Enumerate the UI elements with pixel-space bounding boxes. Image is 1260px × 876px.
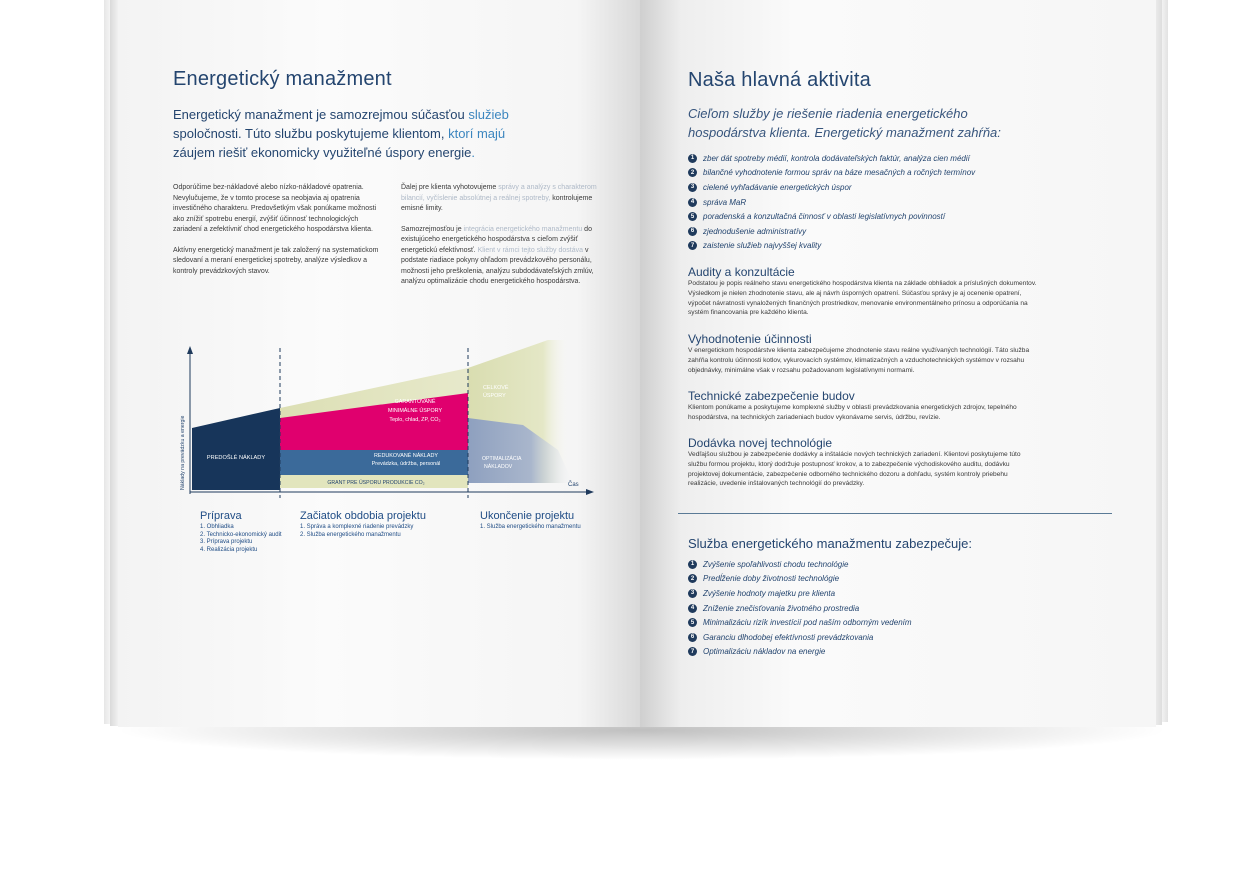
col2-p2-c: do existujúceho energetického hospodárstva s cieľom zvýšiť energetickú efektívnosť.	[401, 225, 592, 254]
activity-text: zber dát spotreby médií, kontrola dodávateľských faktúr, analýza cien médií	[703, 153, 970, 163]
section-audits-text: Podstatou je popis reálneho stavu energetického hospodárstva klienta na základe obhliadok a príslušných dokumentov. Výsledkom je nielen zhodnotenie stavu, ale aj návrh úsporných opatrení. Súčasťou správy je aj ocenenie opatrení, výpočet návratnosti vynaložených finančných prostriedkov, menovanie environmentálneho prínosu a odporúčania na systém financovania pre každého klienta.	[688, 280, 1037, 317]
benefit-item	[688, 615, 1088, 630]
benefit-text: Minimalizáciu rizík investícií pod naším odborným vedením	[703, 618, 912, 628]
phase-project-start	[300, 510, 460, 539]
prior-costs-label: PREDOŠLÉ NÁKLADY	[206, 455, 266, 461]
number-badge: 2	[688, 168, 697, 177]
phase-item: 3. Príprava projektu	[200, 539, 253, 546]
benefits-title: Služba energetického manažmentu zabezpečuje:	[688, 536, 973, 551]
right-page	[640, 0, 1156, 727]
guaranteed-savings-label-3: Teplo, chlad, ZP, CO₂	[389, 417, 441, 423]
x-axis-label: Čas	[568, 482, 579, 488]
phase-project-end-title: Ukončenie projektu	[480, 510, 575, 522]
lead-part-1: Energetický manažment je samozrejmou súčasťou	[173, 107, 469, 122]
page-edge-right	[1162, 0, 1168, 722]
col2-p2-e: v podstate riadiace pokyny ohľadom prevádzkového personálu, možnosti jeho preškolenia, analýzu subdodávateľských zmlúv, analýzu optimalizácie chodu energetického hospodárstva.	[401, 246, 594, 285]
activity-item	[688, 209, 1088, 224]
phase-project-end	[480, 510, 610, 532]
col2-p1-c: kontrolujeme emisné limity.	[401, 194, 593, 212]
benefit-item	[688, 586, 1088, 601]
lead-part-3: záujem riešiť ekonomicky využiteľné úspory energie	[173, 145, 472, 160]
number-badge: 5	[688, 618, 697, 627]
benefit-text: Zvýšenie hodnoty majetku pre klienta	[703, 588, 836, 598]
lead-highlight-1: služieb	[468, 107, 509, 122]
section-building-tech	[688, 389, 1038, 423]
x-axis-arrow	[586, 489, 594, 495]
benefit-item	[688, 572, 1088, 587]
activity-text: bilančné vyhodnotenie formou správ na báze mesačných a ročných termínov	[703, 168, 976, 178]
activity-item	[688, 166, 1088, 181]
col1-paragraph-1: Odporúčime bez-nákladové alebo nízko-nákladové opatrenia. Nevylučujeme, že v tomto procese sa neobjavia aj opatrenia investičného charakteru. Predovšetkým však ponúkame možnosti ako znížiť spotrebu energií, zvýšiť účinnosť technologických zariadení a zefektívniť chod energetického hospodárstva klienta.	[173, 184, 377, 233]
number-badge: 7	[688, 241, 697, 250]
benefit-item	[688, 601, 1088, 616]
phase-project-start-title: Začiatok obdobia projektu	[300, 510, 426, 522]
number-badge: 1	[688, 560, 697, 569]
section-new-tech-title: Dodávka novej technológie	[688, 436, 833, 450]
section-new-tech	[688, 436, 1038, 489]
energy-savings-diagram	[118, 340, 640, 505]
total-savings-label-2: ÚSPORY	[483, 393, 506, 399]
section-building-tech-text: Klientom ponúkame a poskytujeme komplexné služby v oblasti prevádzkovania energetických zdrojov, tepelného hospodárstva, na technických zariadeniach budov vykonávame servis, údržbu, revízie.	[688, 404, 1017, 421]
section-efficiency	[688, 332, 1038, 375]
reduced-costs-label-1: REDUKOVANÉ NÁKLADY	[373, 453, 439, 459]
activities-list	[688, 151, 1088, 253]
section-efficiency-title: Vyhodnotenie účinnosti	[688, 332, 812, 346]
activity-item	[688, 239, 1088, 254]
number-badge: 6	[688, 227, 697, 236]
activity-text: zaistenie služieb najvyššej kvality	[703, 241, 822, 251]
activity-item	[688, 180, 1088, 195]
lead-highlight-3: .	[471, 145, 476, 160]
phase-item: 2. Technicko-ekonomický audit	[200, 531, 282, 538]
number-badge: 1	[688, 154, 697, 163]
activity-item	[688, 224, 1088, 239]
left-page-title: Energetický manažment	[173, 68, 392, 90]
number-badge: 2	[688, 574, 697, 583]
benefit-item	[688, 645, 1088, 660]
section-new-tech-text: Vedľajšou službou je zabezpečenie dodávky a inštalácie nových technických zariadení. Klientovi poskytujeme túto službu formou projektu, ktorý dodržuje postupnosť krokov, a to zabezpečenie východiskového auditu, dodávku projektovej dokumentácie, zabezpečenie odborného technického dozoru a dohľadu, systém kontroly priebehu realizácie, uvedenie inštalovaných technológií do prevádzky.	[688, 451, 1021, 488]
activity-item	[688, 151, 1088, 166]
col2-p1-a: Ďalej pre klienta vyhotovujeme	[401, 184, 499, 191]
number-badge: 3	[688, 183, 697, 192]
y-axis-label: Náklady na prevádzku a energie	[180, 415, 186, 490]
phase-preparation	[200, 510, 295, 554]
benefit-item	[688, 630, 1088, 645]
guaranteed-savings-label-2: MINIMÁLNE ÚSPORY	[387, 408, 443, 414]
page-edge-left-inner	[110, 0, 118, 726]
number-badge: 5	[688, 212, 697, 221]
phase-project-start-list	[300, 524, 460, 539]
lead-part-2: spoločnosti. Túto službu poskytujeme klientom,	[173, 126, 449, 141]
cost-optimization-label-1: OPTIMALIZÁCIA	[482, 456, 522, 462]
phase-preparation-list	[200, 524, 295, 554]
phase-item: 2. Služba energetického manažmentu	[300, 531, 401, 538]
phase-item: 1. Správa a komplexné riadenie prevádzky	[300, 524, 414, 530]
left-lead-text	[173, 105, 523, 162]
benefit-text: Optimalizáciu nákladov na energie	[703, 647, 826, 657]
benefit-text: Predĺženie doby životnosti technológie	[703, 574, 840, 584]
total-savings-label-1: CELKOVÉ	[483, 385, 509, 391]
section-audits	[688, 265, 1038, 318]
prior-costs-block	[192, 408, 280, 490]
col2-p1-b: správy a analýzy s charakterom bilancií, vyčíslenie absolútnej a reálnej spotreby,	[401, 184, 597, 202]
left-column-2	[401, 183, 606, 288]
activity-text: poradenská a konzultačná činnosť v oblasti legislatívnych povinností	[703, 212, 946, 222]
activity-text: cielené vyhľadávanie energetických úspor	[703, 182, 852, 192]
col2-paragraph-1	[401, 183, 606, 215]
section-building-tech-title: Technické zabezpečenie budov	[688, 389, 855, 403]
number-badge: 4	[688, 198, 697, 207]
phase-project-end-list	[480, 524, 610, 532]
section-audits-title: Audity a konzultácie	[688, 265, 795, 279]
section-divider	[678, 513, 1112, 514]
left-page	[118, 0, 640, 727]
benefit-text: Garanciu dlhodobej efektívnosti prevádzkovania	[703, 632, 874, 642]
number-badge: 7	[688, 647, 697, 656]
activity-text: zjednodušenie administratívy	[703, 226, 807, 236]
col2-p2-a: Samozrejmosťou je	[401, 225, 464, 233]
y-axis-arrow	[187, 346, 193, 354]
grant-label: GRANT PRE ÚSPORU PRODUKCIE CO₂	[327, 480, 425, 486]
activity-item	[688, 195, 1088, 210]
activity-text: správa MaR	[703, 197, 747, 207]
section-efficiency-text: V energetickom hospodárstve klienta zabezpečujeme zhodnotenie stavu reálne využívaných technológií. Táto služba zahŕňa kontrolu účinnosti kotlov, vykurovacích systémov, klimatizačných a vzduchotechnických systémov v rozsahu objednávky, minimálne však v rozsahu požadovanom legislatívnymi normami.	[688, 347, 1030, 374]
lead-highlight-2: ktorí majú	[448, 126, 506, 141]
guaranteed-savings-label-1: GARANTOVANÉ	[394, 399, 436, 405]
cost-optimization-label-2: NÁKLADOV	[484, 464, 513, 470]
phase-item: 1. Služba energetického manažmentu	[480, 524, 581, 530]
col2-p2-b: integrácia energetického manažmentu	[463, 225, 583, 233]
benefit-text: Zníženie znečisťovania životného prostredia	[703, 603, 860, 613]
number-badge: 6	[688, 633, 697, 642]
col1-paragraph-2: Aktívny energetický manažment je tak založený na systematickom sledovaní a meraní energetickej spotreby, analýze výsledkov a kontroly prevádzkových stavov.	[173, 246, 379, 275]
phase-preparation-title: Príprava	[200, 510, 242, 522]
phase-item: 4. Realizácia projektu	[200, 546, 258, 553]
reduced-costs-label-2: Prevádzka, údržba, personál	[371, 461, 441, 467]
number-badge: 3	[688, 589, 697, 598]
left-column-1	[173, 183, 383, 277]
phase-item: 1. Obhliadka	[200, 524, 234, 530]
number-badge: 4	[688, 604, 697, 613]
benefits-list	[688, 557, 1088, 659]
right-page-title: Naša hlavná aktivita	[688, 69, 871, 91]
benefit-text: Zvýšenie spoľahlivosti chodu technológie	[703, 559, 849, 569]
col2-p2-d: Klient v rámci tejto služby dostáva	[477, 246, 583, 254]
col2-paragraph-2	[401, 225, 606, 288]
right-lead-text: Cieľom služby je riešenie riadenia energetického hospodárstva klienta. Energetický manažment zahŕňa:	[688, 106, 1001, 140]
benefit-item	[688, 557, 1088, 572]
